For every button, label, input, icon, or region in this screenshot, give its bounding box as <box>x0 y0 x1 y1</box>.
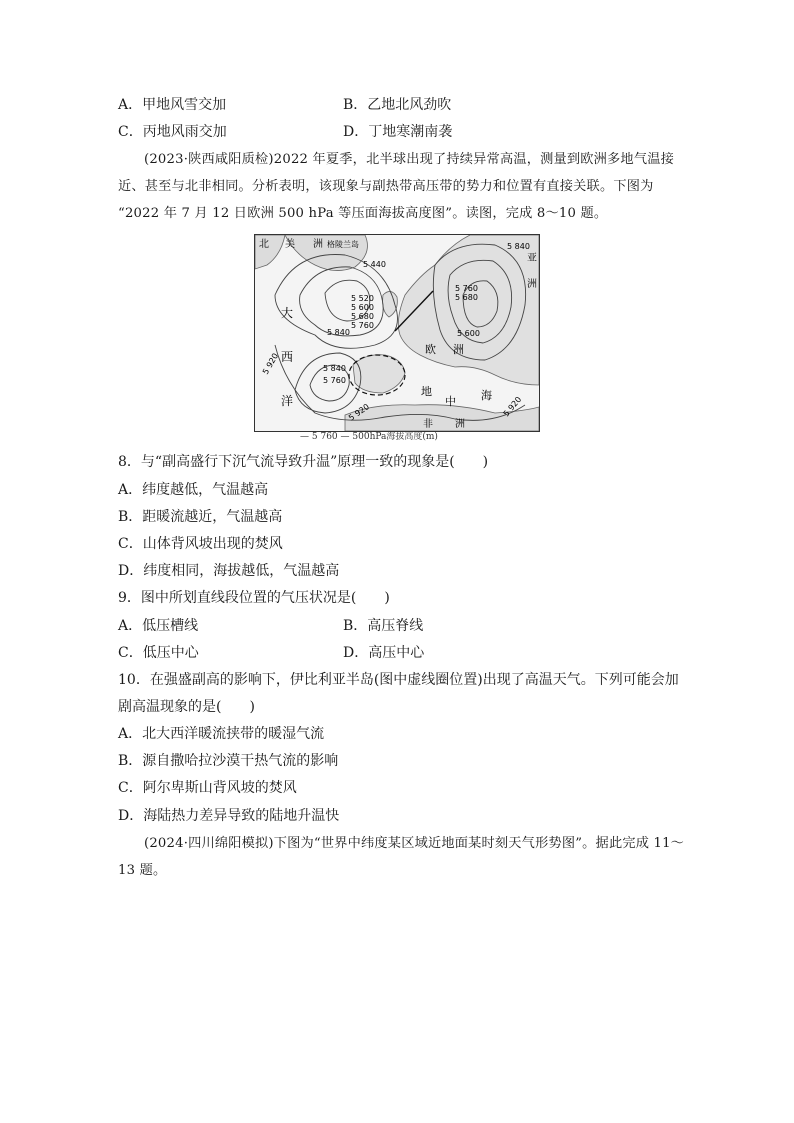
label-europe-2: 洲 <box>453 343 464 356</box>
contour-value: 5 920 <box>260 351 281 376</box>
pressure-height-map <box>254 234 540 432</box>
label-north-america-2: 美 <box>285 239 295 250</box>
passage2-line2: 13 题。 <box>118 863 167 878</box>
contour-value: 5 600 <box>351 303 374 312</box>
q8-stem: 8．与“副高盛行下沉气流导致升温”原理一致的现象是( ) <box>118 454 489 470</box>
europe-land <box>398 235 539 385</box>
label-north-america-1: 北 <box>259 239 269 250</box>
label-med-3: 海 <box>481 389 492 402</box>
q10-option-c: C．阿尔卑斯山背风坡的焚风 <box>118 780 297 796</box>
map-svg <box>255 235 539 431</box>
q9-option-a: A．低压槽线 <box>118 618 199 634</box>
label-europe-1: 欧 <box>425 343 436 356</box>
q10-stem-line2: 剧高温现象的是( ) <box>118 699 255 715</box>
q9-option-c: C．低压中心 <box>118 645 199 661</box>
q7-option-c: C．丙地风雨交加 <box>118 124 227 140</box>
passage2-line1: (2024·四川绵阳模拟)下图为“世界中纬度某区域近地面某时刻天气形势图”。据此完成 11～ <box>144 836 685 851</box>
contour-value: 5 920 <box>501 394 524 419</box>
contour-value: 5 760 <box>351 321 374 330</box>
passage1-line1: (2023·陕西咸阳质检)2022 年夏季，北半球出现了持续异常高温，测量到欧洲多地气温接 <box>144 152 674 167</box>
contour-value: 5 440 <box>363 260 386 269</box>
contour-value: 5 680 <box>455 293 478 302</box>
label-greenland: 格陵兰岛 <box>327 240 359 249</box>
legend-line-icon: — <box>340 432 350 442</box>
label-asia-2: 洲 <box>527 279 537 290</box>
q10-option-d: D．海陆热力差异导致的陆地升温快 <box>118 808 340 824</box>
q10-option-a: A．北大西洋暖流挟带的暖湿气流 <box>118 726 325 742</box>
label-north-america-3: 洲 <box>313 239 323 250</box>
q8-option-c: C．山体背风坡出现的焚风 <box>118 536 283 552</box>
q9-option-b: B．高压脊线 <box>343 618 424 634</box>
q10-stem-line1: 10．在强盛副高的影响下，伊比利亚半岛(图中虚线圈位置)出现了高温天气。下列可能会加 <box>118 672 679 688</box>
q9-stem: 9．图中所划直线段位置的气压状况是( ) <box>118 590 390 606</box>
label-med-1: 地 <box>421 385 432 398</box>
map-legend <box>300 432 438 443</box>
q8-option-d: D．纬度相同，海拔越低，气温越高 <box>118 563 340 579</box>
contour-value: 5 920 <box>346 402 371 423</box>
contour-value: 5 840 <box>323 364 346 373</box>
contour-value: 5 840 <box>327 328 350 337</box>
q7-option-b: B．乙地北风劲吹 <box>343 97 452 113</box>
passage1-line3: “2022 年 7 月 12 日欧洲 500 hPa 等压面海拔高度图”。读图，完成 8～10 题。 <box>118 206 608 221</box>
label-atlantic-3: 洋 <box>281 394 294 408</box>
contour-value: 5 760 <box>323 376 346 385</box>
label-med-2: 中 <box>445 395 456 408</box>
label-atlantic-2: 西 <box>281 350 294 364</box>
contour-value: 5 600 <box>457 329 480 338</box>
legend-line-icon: — <box>300 432 309 442</box>
contour-value: 5 680 <box>351 312 374 321</box>
label-atlantic-1: 大 <box>281 306 294 320</box>
legend-text: 500hPa海拔高度(m) <box>352 432 438 442</box>
q9-option-d: D．高压中心 <box>343 645 425 661</box>
contour-value: 5 520 <box>351 294 374 303</box>
contour-value: 5 760 <box>455 284 478 293</box>
q10-option-b: B．源自撒哈拉沙漠干热气流的影响 <box>118 753 339 769</box>
label-africa-2: 洲 <box>455 419 465 430</box>
q7-option-a: A．甲地风雪交加 <box>118 97 227 113</box>
q7-option-d: D．丁地寒潮南袭 <box>343 124 453 140</box>
contour-value: 5 840 <box>507 242 530 251</box>
q8-option-a: A．纬度越低，气温越高 <box>118 482 269 498</box>
label-africa-1: 非 <box>423 419 433 430</box>
label-asia-1: 亚 <box>527 253 537 264</box>
q8-option-b: B．距暖流越近，气温越高 <box>118 509 283 525</box>
passage1-line2: 近、甚至与北非相同。分析表明，该现象与副热带高压带的势力和位置有直接关联。下图为 <box>118 179 654 194</box>
legend-value: 5 760 <box>311 432 338 442</box>
